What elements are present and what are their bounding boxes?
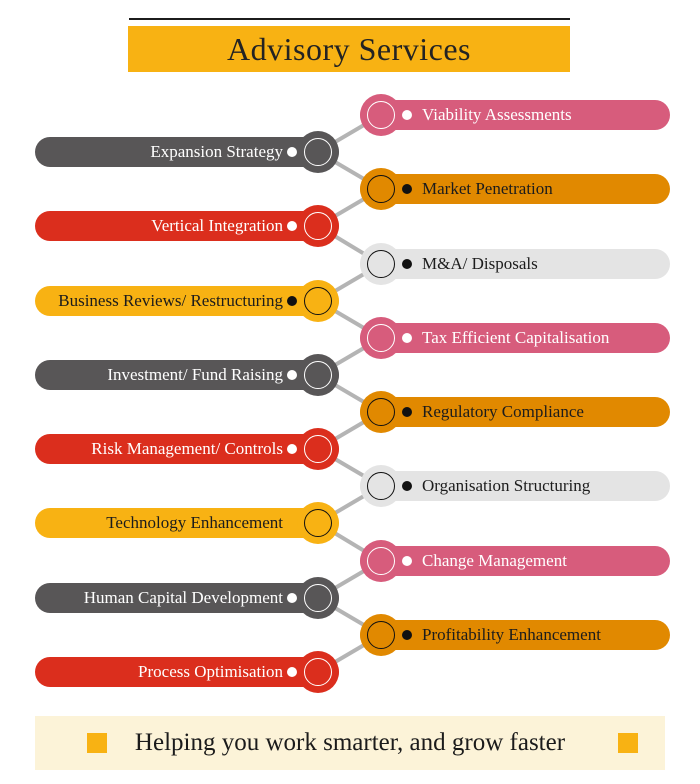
node-circle-icon bbox=[297, 280, 339, 322]
marker-dot-icon bbox=[402, 184, 412, 194]
node-ring-icon bbox=[367, 472, 395, 500]
node-ring-icon bbox=[304, 435, 332, 463]
node-ring-icon bbox=[304, 361, 332, 389]
timeline-item bbox=[0, 243, 700, 285]
timeline-item bbox=[0, 502, 700, 544]
timeline-item bbox=[0, 280, 700, 322]
service-label: Change Management bbox=[422, 551, 567, 570]
marker-dot-icon bbox=[402, 481, 412, 491]
service-label: Tax Efficient Capitalisation bbox=[422, 328, 610, 347]
node-ring-icon bbox=[304, 212, 332, 240]
service-label: Viability Assessments bbox=[422, 105, 572, 124]
marker-dot-icon bbox=[402, 110, 412, 120]
node-circle-icon bbox=[297, 577, 339, 619]
node-ring-icon bbox=[367, 175, 395, 203]
marker-dot-icon bbox=[287, 444, 297, 454]
node-ring-icon bbox=[367, 324, 395, 352]
service-label: Profitability Enhancement bbox=[422, 625, 601, 644]
footer-tagline: Helping you work smarter, and grow faster bbox=[134, 729, 566, 756]
node-ring-icon bbox=[304, 138, 332, 166]
node-circle-icon bbox=[360, 540, 402, 582]
marker-dot-icon bbox=[402, 630, 412, 640]
timeline-item bbox=[0, 205, 700, 247]
service-label: Vertical Integration bbox=[151, 216, 283, 235]
node-ring-icon bbox=[304, 658, 332, 686]
node-circle-icon bbox=[360, 317, 402, 359]
marker-dot-icon bbox=[287, 296, 297, 306]
service-label: M&A/ Disposals bbox=[422, 254, 538, 273]
node-circle-icon bbox=[360, 465, 402, 507]
node-ring-icon bbox=[367, 101, 395, 129]
node-circle-icon bbox=[360, 168, 402, 210]
node-circle-icon bbox=[297, 131, 339, 173]
node-circle-icon bbox=[297, 428, 339, 470]
marker-dot-icon bbox=[287, 221, 297, 231]
service-label: Regulatory Compliance bbox=[422, 402, 584, 421]
marker-dot-icon bbox=[402, 259, 412, 269]
service-label: Risk Management/ Controls bbox=[91, 439, 283, 458]
node-circle-icon bbox=[297, 502, 339, 544]
timeline-item bbox=[0, 391, 700, 433]
node-circle-icon bbox=[297, 354, 339, 396]
marker-dot-icon bbox=[402, 333, 412, 343]
node-circle-icon bbox=[360, 391, 402, 433]
timeline-item bbox=[0, 94, 700, 136]
node-circle-icon bbox=[360, 243, 402, 285]
service-label: Expansion Strategy bbox=[150, 142, 283, 161]
marker-dot-icon bbox=[287, 593, 297, 603]
page-title: Advisory Services bbox=[226, 30, 471, 67]
node-circle-icon bbox=[297, 651, 339, 693]
node-ring-icon bbox=[367, 621, 395, 649]
node-ring-icon bbox=[367, 547, 395, 575]
timeline-item bbox=[0, 614, 700, 656]
service-label: Organisation Structuring bbox=[422, 476, 591, 495]
service-pill bbox=[35, 508, 339, 538]
marker-dot-icon bbox=[287, 147, 297, 157]
node-ring-icon bbox=[367, 398, 395, 426]
marker-dot-icon bbox=[287, 370, 297, 380]
node-ring-icon bbox=[304, 584, 332, 612]
marker-dot-icon bbox=[402, 556, 412, 566]
node-circle-icon bbox=[360, 94, 402, 136]
timeline-item bbox=[0, 428, 700, 470]
marker-dot-icon bbox=[402, 407, 412, 417]
timeline-item bbox=[0, 131, 700, 173]
timeline-item bbox=[0, 354, 700, 396]
service-label: Technology Enhancement bbox=[106, 513, 283, 532]
node-ring-icon bbox=[367, 250, 395, 278]
timeline-item bbox=[0, 651, 700, 693]
timeline-item bbox=[0, 317, 700, 359]
service-label: Investment/ Fund Raising bbox=[107, 365, 283, 384]
timeline-item bbox=[0, 577, 700, 619]
timeline-item bbox=[0, 540, 700, 582]
node-circle-icon bbox=[297, 205, 339, 247]
node-ring-icon bbox=[304, 509, 332, 537]
service-label: Process Optimisation bbox=[138, 662, 283, 681]
timeline-item bbox=[0, 168, 700, 210]
service-label: Market Penetration bbox=[422, 179, 553, 198]
service-label: Business Reviews/ Restructuring bbox=[58, 291, 283, 310]
node-circle-icon bbox=[360, 614, 402, 656]
timeline-item bbox=[0, 465, 700, 507]
marker-dot-icon bbox=[287, 667, 297, 677]
node-ring-icon bbox=[304, 287, 332, 315]
service-label: Human Capital Development bbox=[83, 588, 283, 607]
